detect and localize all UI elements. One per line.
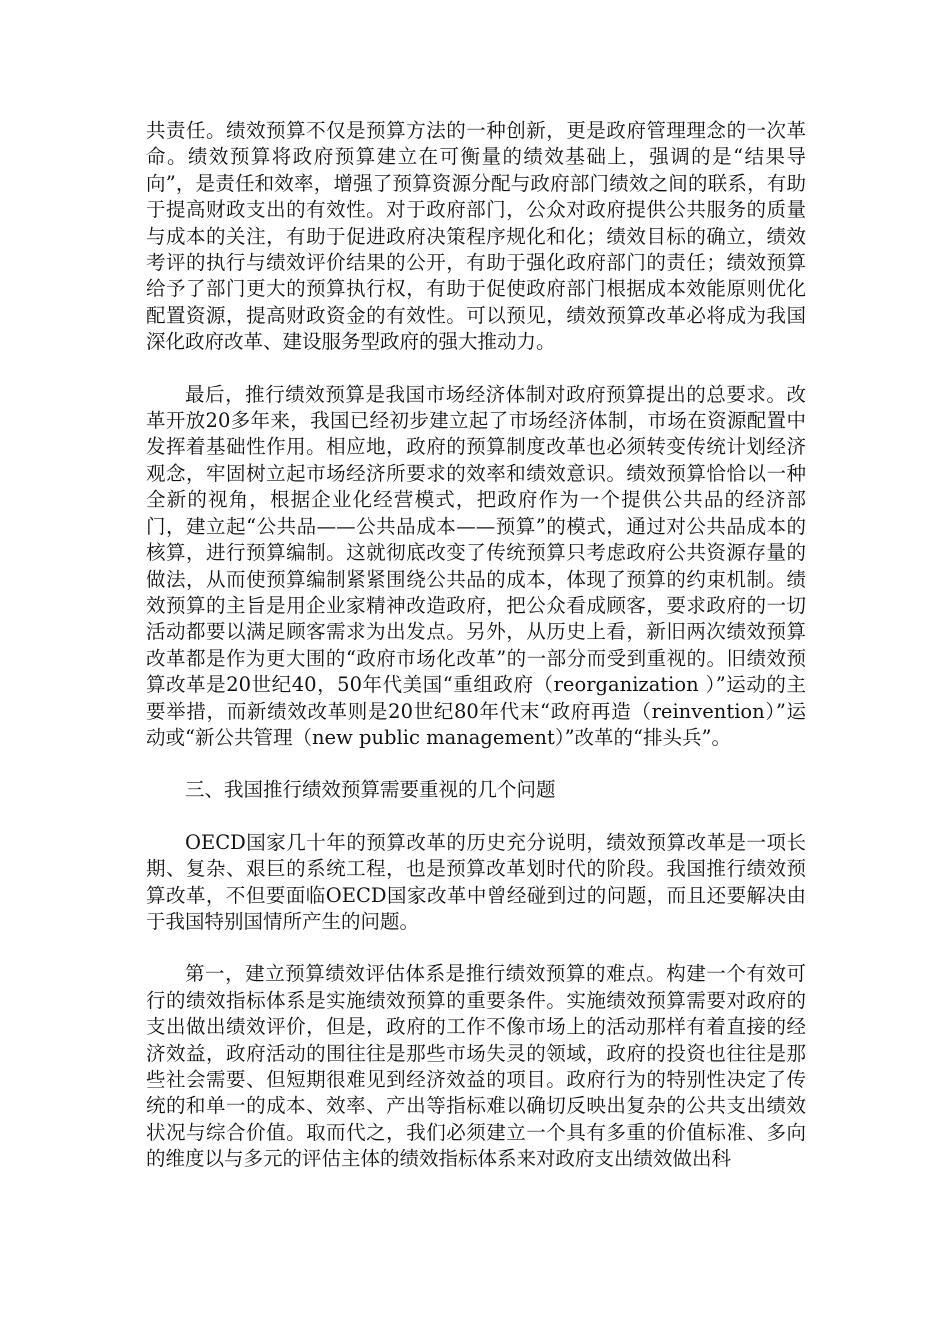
- document-page: [146, 118, 806, 1199]
- paragraph-4: 第一，建立预算绩效评估体系是推行绩效预算的难点。构建一个有效可行的绩效指标体系是实施绩效预算的重要条件。实施绩效预算需要对政府的支出做出绩效评价，但是，政府的工作不像市场上的活动那样有着直接的经济效益，政府活动的围往往是那些市场失灵的领域，政府的投资也往往是那些社会需要、但短期很难见到经济效益的项目。政府行为的特别性决定了传统的和单一的成本、效率、产出等指标难以确切反映出复杂的公共支出绩效状况与综合价值。取而代之，我们必须建立一个具有多重的价值标准、多向的维度以与多元的评估主体的绩效指标体系来对政府支出绩效做出科: [146, 962, 806, 1171]
- section-heading: 三、我国推行绩效预算需要重视的几个问题: [185, 778, 556, 802]
- paragraph-2: 最后，推行绩效预算是我国市场经济体制对政府预算提出的总要求。改革开放20多年来，我国已经初步建立起了市场经济体制，市场在资源配置中发挥着基础性作用。相应地，政府的预算制度改革也必须转变传统计划经济观念，牢固树立起市场经济所要求的效率和绩效意识。绩效预算恰恰以一种全新的视角，根据企业化经营模式，把政府作为一个提供公共品的经济部门，建立起“公共品——公共品成本——预算”的模式，通过对公共品成本的核算，进行预算编制。这就彻底改变了传统预算只考虑政府公共资源存量的做法，从而使预算编制紧紧围绕公共品的成本，体现了预算的约束机制。绩效预算的主旨是用企业家精神改造政府，把公众看成顾客，要求政府的一切活动都要以满足顾客需求为出发点。另外，从历史上看，新旧两次绩效预算改革都是作为更大围的“政府市场化改革”的一部分而受到重视的。旧绩效预算改革是20世纪40，50年代美国“重组政府（reorganization ）”运动的主要举措，而新绩效改革则是20世纪80年代末“政府再造（reinvention）”运动或“新公共管理（new public management）”改革的“排头兵”。: [146, 382, 806, 749]
- paragraph-1: 共责任。绩效预算不仅是预算方法的一种创新，更是政府管理理念的一次革命。绩效预算将政府预算建立在可衡量的绩效基础上，强调的是“结果导向”，是责任和效率，增强了预算资源分配与政府部门绩效之间的联系，有助于提高财政支出的有效性。对于政府部门，公众对政府提供公共服务的质量与成本的关注，有助于促进政府决策程序规化和化；绩效目标的确立，绩效考评的执行与绩效评价结果的公开，有助于强化政府部门的责任；绩效预算给予了部门更大的预算执行权，有助于促使政府部门根据成本效能原则优化配置资源，提高财政资金的有效性。可以预见，绩效预算改革必将成为我国深化政府改革、建设服务型政府的强大推动力。: [146, 119, 806, 354]
- paragraph-3: OECD国家几十年的预算改革的历史充分说明，绩效预算改革是一项长期、复杂、艰巨的系统工程，也是预算改革划时代的阶段。我国推行绩效预算改革，不但要面临OECD国家改革中曾经碰到过的问题，而且还要解决由于我国特别国情所产生的问题。: [146, 830, 806, 933]
